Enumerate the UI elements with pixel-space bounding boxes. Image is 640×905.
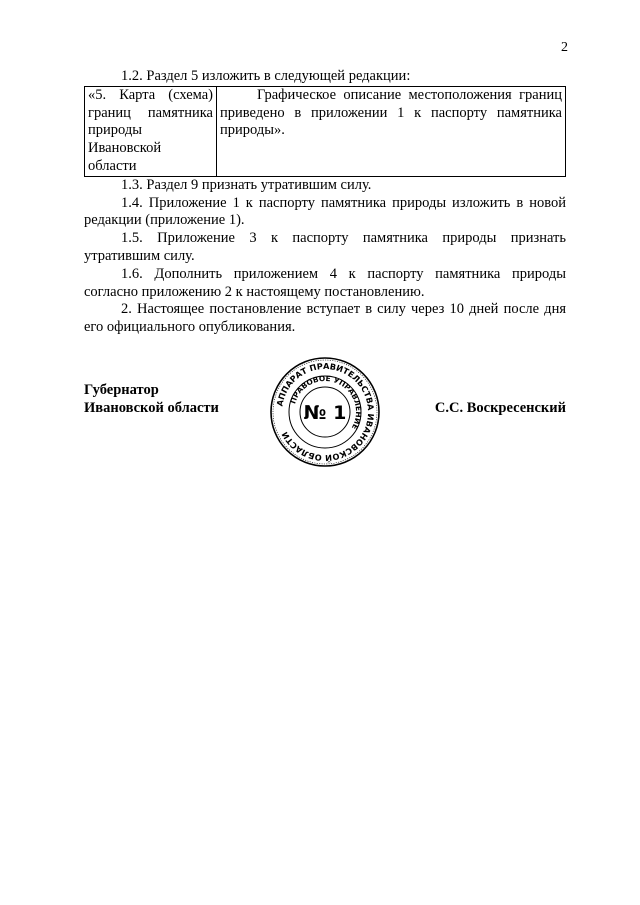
signatory-title-line-2: Ивановской области bbox=[84, 399, 219, 416]
paragraph-1-3: 1.3. Раздел 9 признать утратившим силу. bbox=[121, 176, 372, 193]
document-body bbox=[84, 68, 566, 337]
table-cell-title: «5. Карта (схема) границ памятника природы Ивановской области bbox=[85, 86, 217, 176]
table-cell-description bbox=[217, 86, 566, 176]
page-number: 2 bbox=[561, 40, 568, 55]
paragraph-1-5: 1.5. Приложение 3 к паспорту памятника природы признать утратившим силу. bbox=[84, 230, 566, 264]
paragraph-1-2: 1.2. Раздел 5 изложить в следующей редакции: bbox=[121, 68, 411, 84]
stamp-number: № 1 bbox=[303, 402, 347, 424]
paragraph-2: 2. Настоящее постановление вступает в силу через 10 дней после дня его официального опубликования. bbox=[84, 301, 566, 336]
official-stamp bbox=[269, 356, 381, 468]
paragraph-1-4: 1.4. Приложение 1 к паспорту памятника природы изложить в новой редакции (приложение 1). bbox=[84, 194, 566, 229]
table-cell-description-text: Графическое описание местоположения границ приведено в приложении 1 к паспорту памятника природы». bbox=[220, 86, 562, 139]
signatory-title-line-1: Губернатор bbox=[84, 382, 159, 398]
signatory-title bbox=[84, 382, 219, 418]
stamp-outer-text: АППАРАТ ПРАВИТЕЛЬСТВА ИВАНОВСКОЙ ОБЛАСТИ bbox=[274, 360, 377, 464]
stamp-inner-text: ПРАВОВОЕ УПРАВЛЕНИЕ bbox=[288, 373, 364, 432]
paragraph-1-6: 1.6. Дополнить приложением 4 к паспорту памятника природы согласно приложению 2 к настоящему постановлению. bbox=[84, 265, 566, 300]
signature-block bbox=[84, 360, 566, 470]
section-5-table bbox=[84, 86, 566, 177]
table-row bbox=[85, 86, 566, 176]
signatory-name: С.С. Воскресенский bbox=[434, 400, 566, 416]
